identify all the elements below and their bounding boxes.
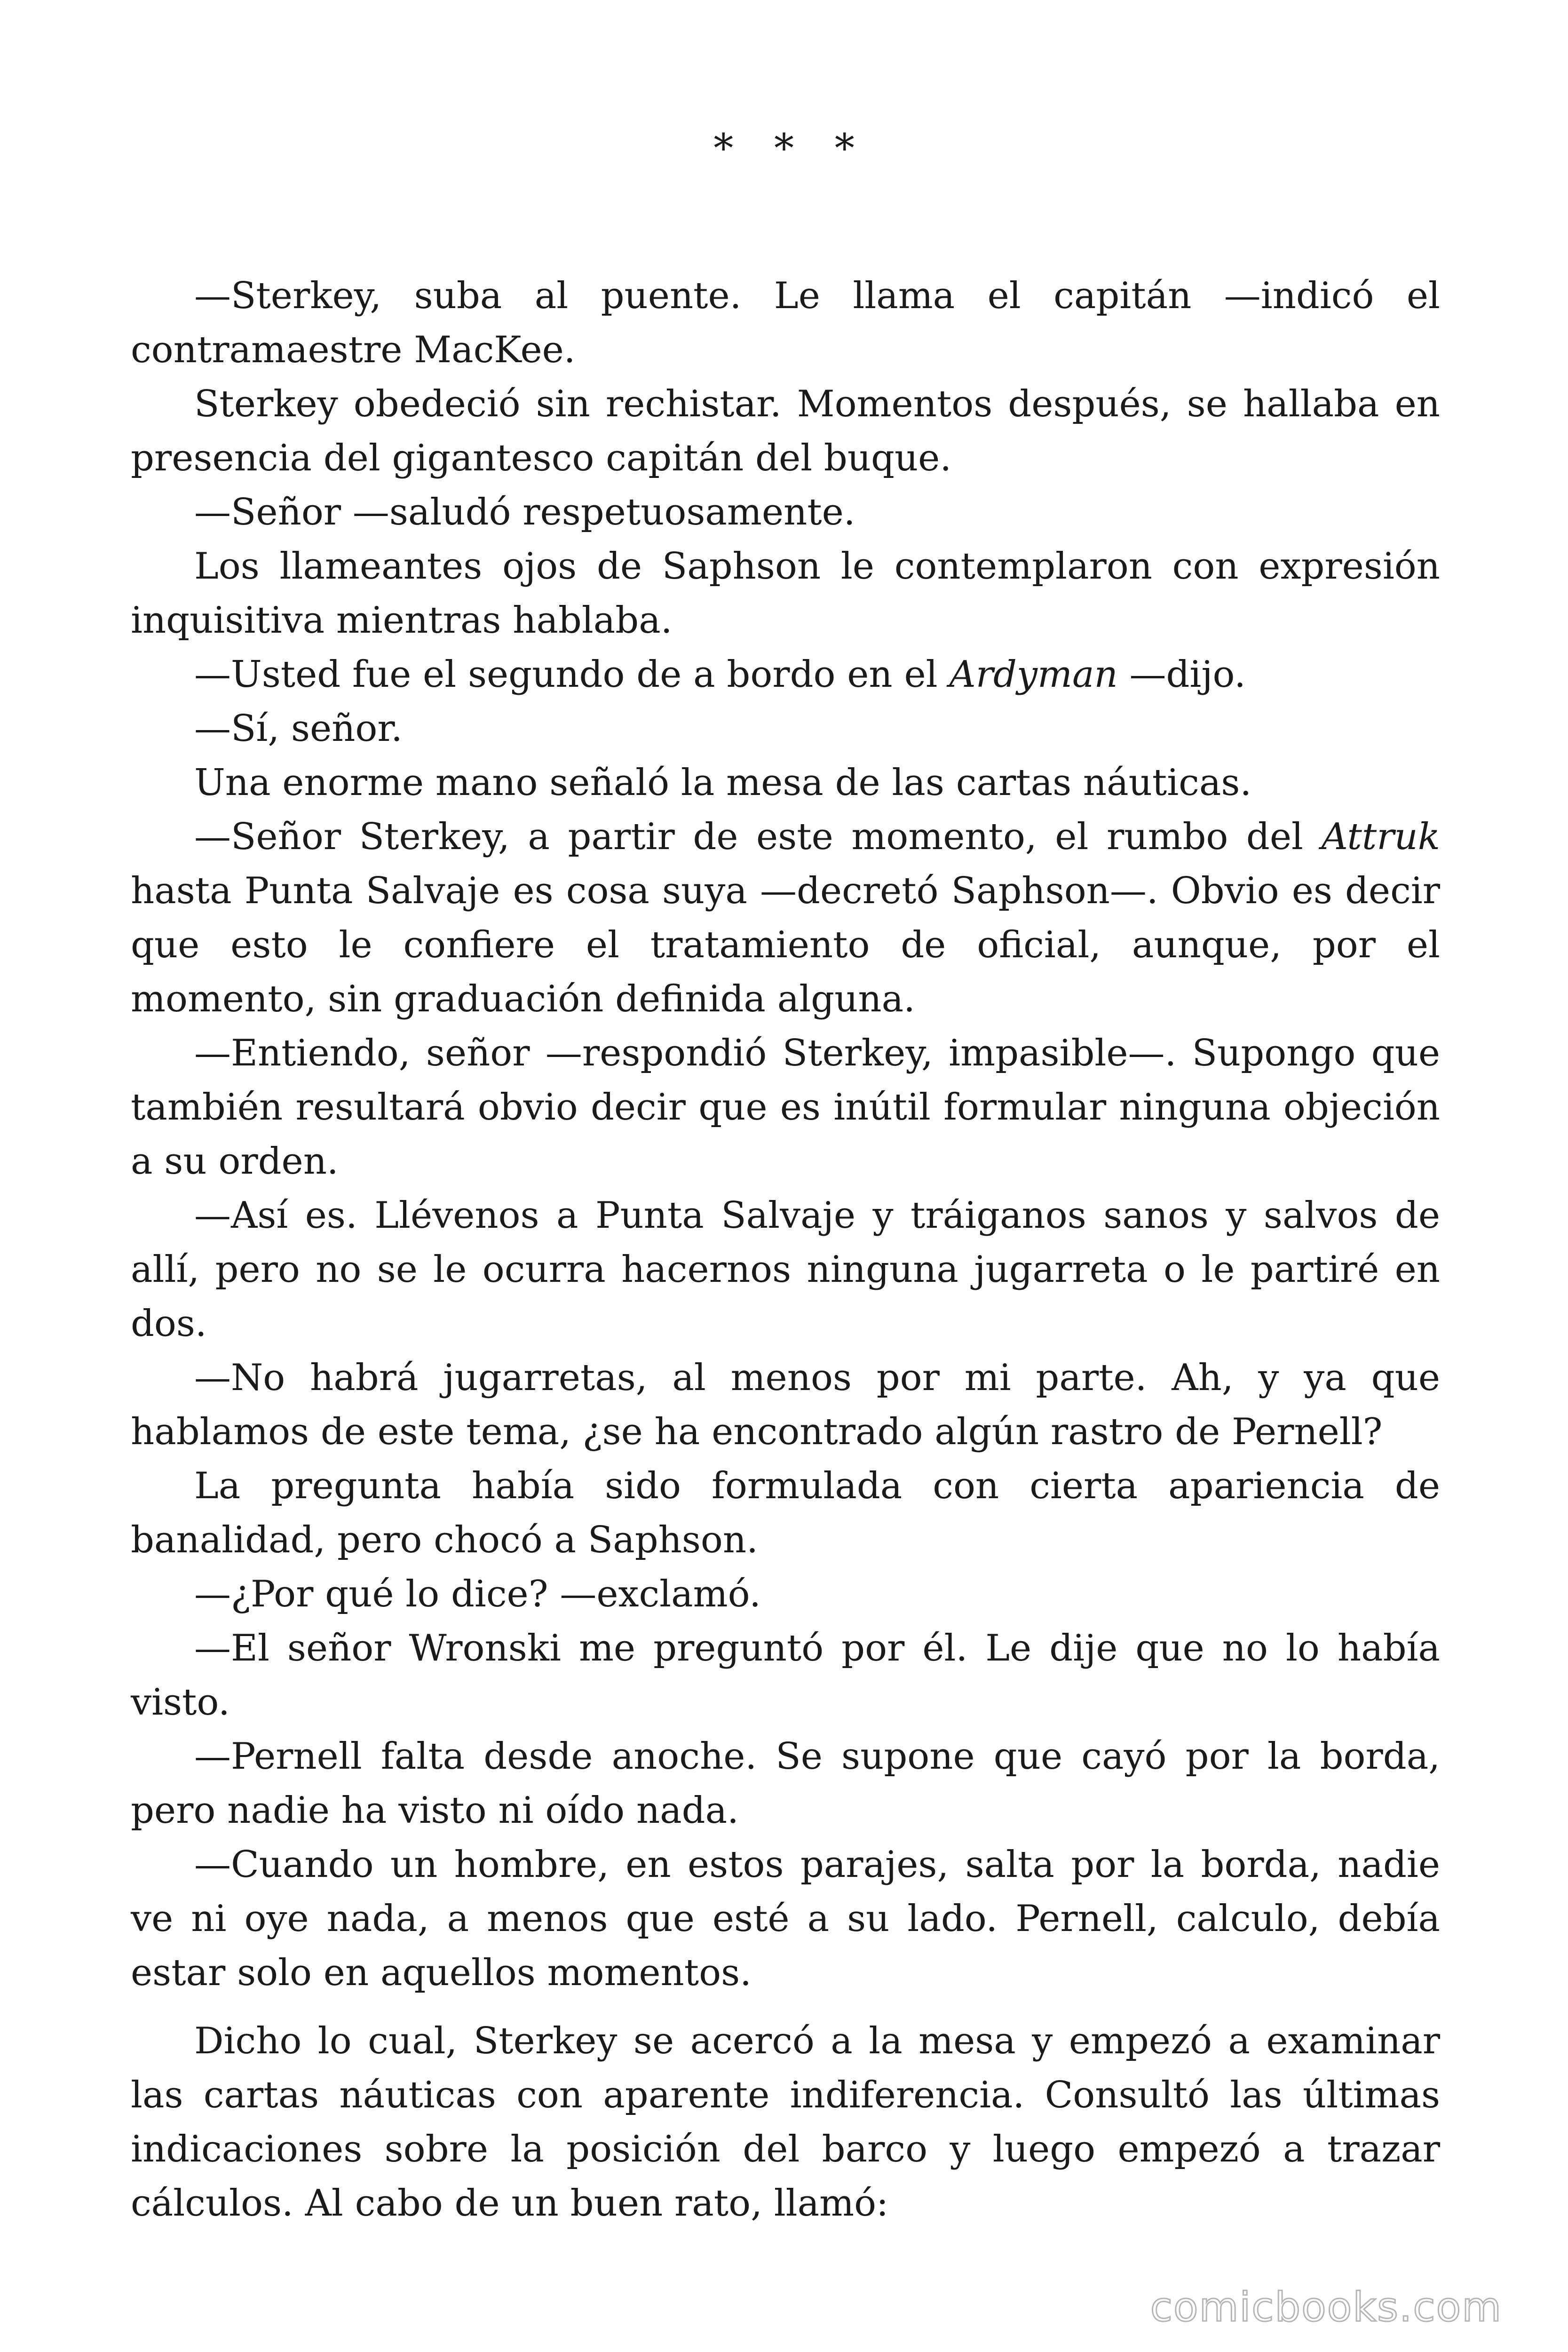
paragraph: Dicho lo cual, Sterkey se acercó a la mesa y empezó a examinar las cartas náuticas con aparente indiferencia. Consultó las últimas indicaciones sobre la posición del barco y luego empezó a trazar cálculos. Al cabo de un buen rato, llamó:	[131, 2020, 1440, 2225]
paragraph: —Sterkey, suba al puente. Le llama el capitán —indicó el contramaestre MacKee.	[131, 275, 1440, 371]
paragraph: —Entiendo, señor —respondió Sterkey, impasible—. Supongo que también resultará obvio decir que es inútil formular ninguna objeción a su orden.	[131, 1032, 1440, 1183]
body-text	[131, 269, 1440, 2231]
ship-name-ardyman: Ardyman	[949, 653, 1118, 696]
paragraph: La pregunta había sido formulada con cierta apariencia de banalidad, pero chocó a Saphson.	[131, 1465, 1440, 1561]
paragraph: —Señor Sterkey, a partir de este momento, el rumbo del Attruk hasta Punta Salvaje es cosa suya —decretó Saphson—. Obvio es decir que esto le confiere el tratamiento de oficial, aunque, por el momento, sin graduación definida alguna.	[131, 816, 1440, 1020]
paragraph: —Señor —saludó respetuosamente.	[194, 491, 855, 533]
paragraph: —Así es. Llévenos a Punta Salvaje y tráiganos sanos y salvos de allí, pero no se le ocurra hacernos ninguna jugarreta o le partiré en dos.	[131, 1194, 1440, 1345]
watermark-logo: comicbooks.com	[1150, 2284, 1502, 2331]
paragraph: Sterkey obedeció sin rechistar. Momentos después, se hallaba en presencia del gigantesco capitán del buque.	[131, 383, 1440, 479]
paragraph: —Usted fue el segundo de a bordo en el Ardyman —dijo.	[194, 653, 1246, 696]
section-separator: * * *	[713, 125, 869, 171]
paragraph: —¿Por qué lo dice? —exclamó.	[194, 1573, 761, 1615]
paragraph: —Cuando un hombre, en estos parajes, salta por la borda, nadie ve ni oye nada, a menos que esté a su lado. Pernell, calculo, debía estar solo en aquellos momentos.	[131, 1843, 1440, 1994]
paragraph: Una enorme mano señaló la mesa de las cartas náuticas.	[194, 762, 1252, 804]
paragraph: —No habrá jugarretas, al menos por mi parte. Ah, y ya que hablamos de este tema, ¿se ha encontrado algún rastro de Pernell?	[131, 1357, 1440, 1453]
ship-name-attruk: Attruk	[1321, 816, 1440, 858]
paragraph: —Pernell falta desde anoche. Se supone que cayó por la borda, pero nadie ha visto ni oído nada.	[131, 1735, 1440, 1832]
paragraph: —Sí, señor.	[194, 707, 403, 750]
paragraph: —El señor Wronski me preguntó por él. Le dije que no lo había visto.	[131, 1627, 1440, 1724]
paragraph: Los llameantes ojos de Saphson le contemplaron con expresión inquisitiva mientras hablaba.	[131, 545, 1440, 642]
